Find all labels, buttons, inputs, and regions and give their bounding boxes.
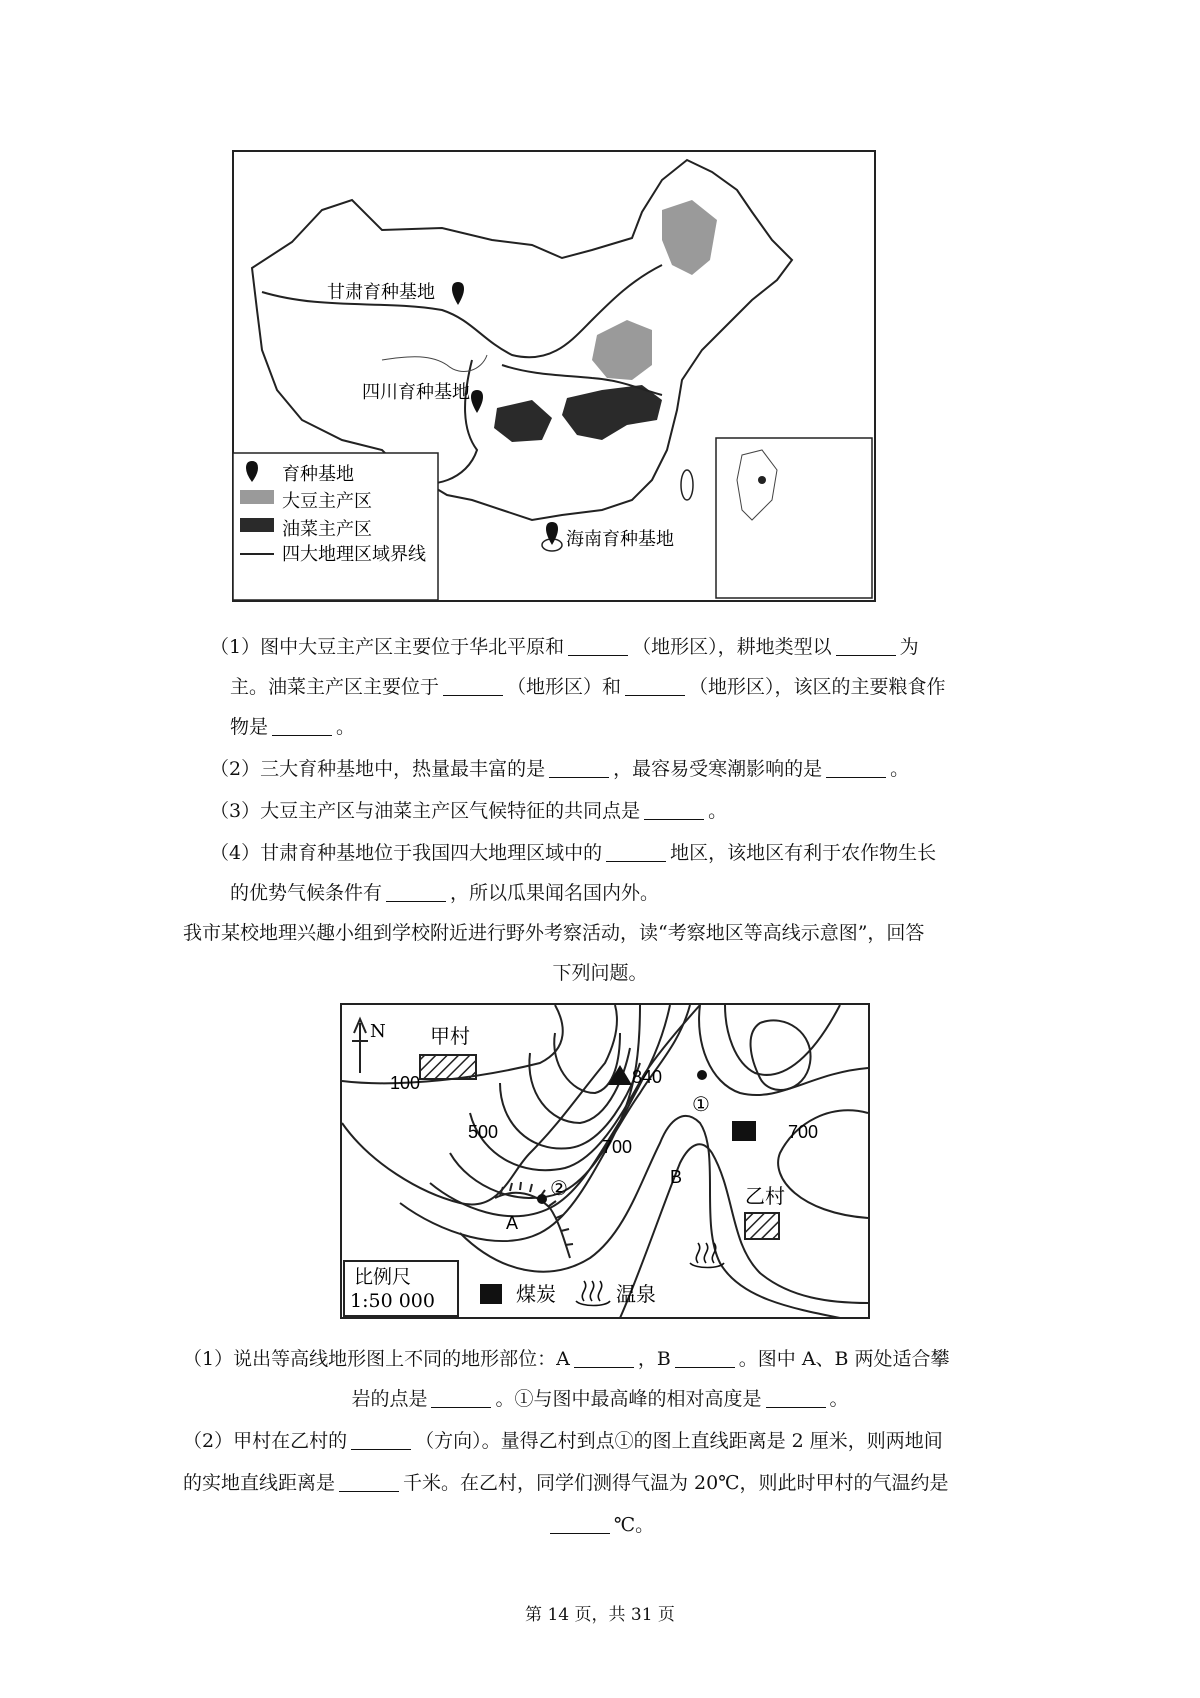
- intro-line-1: 我市某校地理兴趣小组到学校附近进行野外考察活动，读“考察地区等高线示意图”，回答: [183, 922, 925, 944]
- answer-blank[interactable]: [826, 759, 886, 778]
- question-4-line-1: （4）甘肃育种基地位于我国四大地理区域中的 地区，该地区有利于农作物生长: [210, 842, 937, 864]
- point-2-marker: [537, 1194, 547, 1204]
- question-1-line-1: （1）图中大豆主产区主要位于华北平原和 （地形区），耕地类型以 为: [210, 636, 919, 658]
- scale-value: 1:50 000: [350, 1290, 435, 1312]
- point-1-marker: [697, 1070, 707, 1080]
- contour-map: [340, 1003, 870, 1319]
- contour-label-100: 100: [390, 1073, 421, 1093]
- contour-label-700-a: 700: [602, 1137, 633, 1157]
- point-1-label: ①: [692, 1092, 710, 1116]
- question-3: （3）大豆主产区与油菜主产区气候特征的共同点是 。: [210, 800, 728, 822]
- legend-label-light: 大豆主产区: [282, 491, 372, 512]
- part2-question-1-line-1: （1）说出等高线地形图上不同的地形部位：A ，B 。图中 A、B 两处适合攀: [183, 1348, 950, 1370]
- taiwan-island: [681, 470, 693, 500]
- answer-blank[interactable]: [644, 801, 704, 820]
- contour-label-700-b: 700: [788, 1122, 819, 1142]
- question-1-line-2: 主。油菜主产区主要位于 （地形区）和 （地形区），该区的主要粮食作: [230, 676, 946, 698]
- hainan-base-label: 海南育种基地: [566, 529, 674, 550]
- yicun-label: 乙村: [745, 1184, 785, 1208]
- legend-label-line: 四大地理区域界线: [282, 544, 426, 565]
- answer-blank[interactable]: [675, 1349, 735, 1368]
- south-china-sea-inset: [716, 438, 872, 598]
- sichuan-base-label: 四川育种基地: [362, 382, 470, 403]
- intro-line-2: 下列问题。: [552, 962, 648, 984]
- point-A-label: A: [506, 1213, 519, 1233]
- answer-blank[interactable]: [549, 759, 609, 778]
- answer-blank[interactable]: [625, 677, 685, 696]
- answer-blank[interactable]: [568, 637, 628, 656]
- jiacun-village-icon: [420, 1055, 476, 1079]
- coal-symbol-icon: [732, 1121, 756, 1141]
- contour-label-500: 500: [468, 1122, 499, 1142]
- legend-label-pin: 育种基地: [282, 464, 354, 485]
- answer-blank[interactable]: [574, 1349, 634, 1368]
- page-footer: 第 14 页，共 31 页: [525, 1605, 675, 1625]
- gansu-base-label: 甘肃育种基地: [327, 282, 435, 303]
- scale-title: 比例尺: [354, 1266, 412, 1288]
- jiacun-label: 甲村: [430, 1024, 470, 1048]
- answer-blank[interactable]: [431, 1389, 491, 1408]
- peak-elevation-label: 840: [632, 1067, 663, 1087]
- answer-blank[interactable]: [386, 883, 446, 902]
- part2-question-1-line-2: 岩的点是 。①与图中最高峰的相对高度是 。: [351, 1388, 849, 1410]
- part2-question-2-line-2: 的实地直线距离是 千米。在乙村，同学们测得气温为 20℃，则此时甲村的气温约是: [183, 1472, 949, 1494]
- answer-blank[interactable]: [550, 1515, 610, 1534]
- question-2: （2）三大育种基地中，热量最丰富的是 ，最容易受寒潮影响的是 。: [210, 758, 910, 780]
- legend-spring-label: 温泉: [616, 1282, 656, 1306]
- point-B-label: B: [670, 1167, 683, 1187]
- legend-swatch-light: [240, 490, 274, 504]
- answer-blank[interactable]: [766, 1389, 826, 1408]
- answer-blank[interactable]: [351, 1431, 411, 1450]
- question-1-line-3: 物是 。: [230, 716, 356, 738]
- legend-swatch-dark: [240, 518, 274, 532]
- question-4-line-2: 的优势气候条件有 ，所以瓜果闻名国内外。: [230, 882, 660, 904]
- answer-blank[interactable]: [836, 637, 896, 656]
- legend-coal-icon: [480, 1284, 502, 1304]
- china-breeding-base-map: [232, 150, 876, 602]
- yicun-village-icon: [745, 1213, 779, 1239]
- point-2-label: ②: [550, 1176, 568, 1200]
- north-label: N: [370, 1021, 386, 1042]
- legend-label-dark: 油菜主产区: [282, 519, 372, 540]
- answer-blank[interactable]: [606, 843, 666, 862]
- answer-blank[interactable]: [443, 677, 503, 696]
- part2-question-2-line-3: ℃。: [0, 1514, 1200, 1536]
- answer-blank[interactable]: [339, 1473, 399, 1492]
- legend-coal-label: 煤炭: [516, 1282, 556, 1306]
- part2-question-2-line-1: （2）甲村在乙村的 （方向）。量得乙村到点①的图上直线距离是 2 厘米，则两地间: [183, 1430, 943, 1452]
- answer-blank[interactable]: [272, 717, 332, 736]
